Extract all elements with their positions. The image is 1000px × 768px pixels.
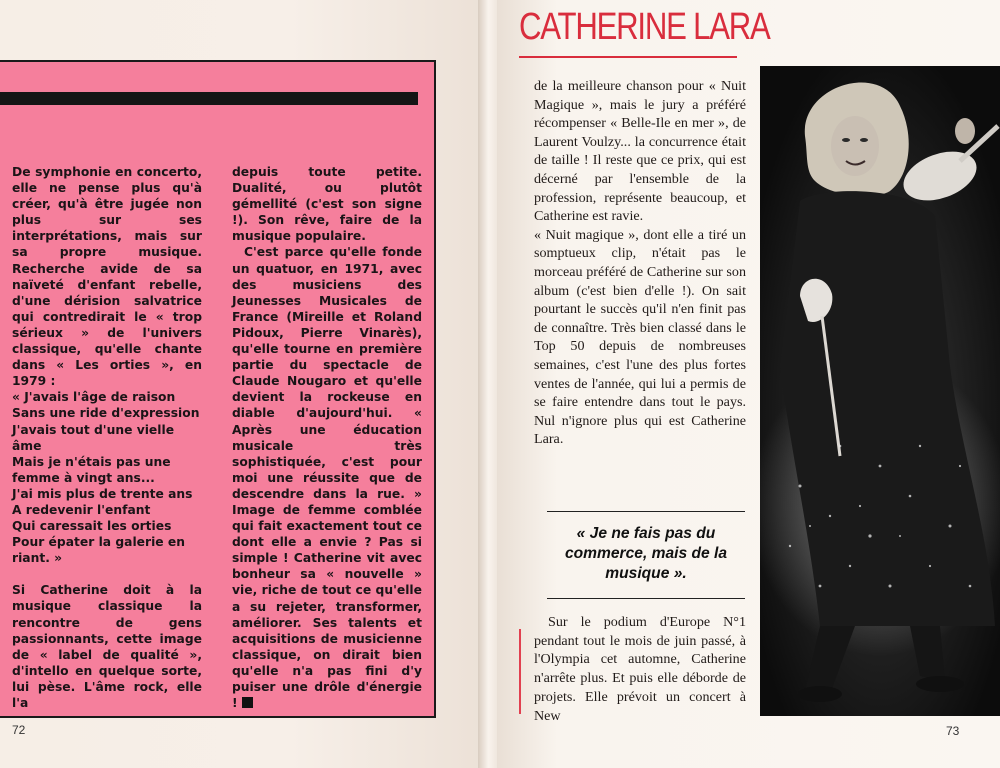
right-column xyxy=(534,77,746,449)
poem-line: Pour épater la galerie en riant. » xyxy=(12,535,186,566)
article-paragraph: « Nuit magique », dont elle a tiré un somptueux clip, n'était pas le morceau préféré de Catherine sur son album (c'est bien d'elle !). On sait pourtant le succès qu'il n'en finit pas de connaître. Très bien classé dans le Top 50 depuis de nombreuses semaines, c'est l'une des plus fortes ventes de l'année, qui lui a permis de se faire entendre dans tout le pays. Nul n'ignore plus qui est Catherine Lara. xyxy=(534,226,746,448)
article-paragraph: Sur le podium d'Europe N°1 pendant tout le mois de juin passé, à l'Olympia cet automne, Catherine n'arrête plus. Et puis elle déborde de projets. Elle prévoit un concert à New xyxy=(534,614,746,724)
quote-rule-bottom xyxy=(547,598,745,599)
end-mark-icon xyxy=(242,697,253,708)
page-number-left: 72 xyxy=(12,723,26,737)
poem-lyrics xyxy=(12,389,202,566)
article-paragraph: De symphonie en concerto, elle ne pense plus qu'à créer, qu'à être jugée non plus sur ses interprétations, mais sur sa propre musique. Recherche avide de sa naïveté d'enfant rebelle, d'une dérision salvatrice qui contredirait le « trop sérieux » de l'univers classique, qu'elle chante dans « Les orties », en 1979 : xyxy=(12,165,202,389)
poem-line: « J'avais l'âge de raison xyxy=(12,390,176,405)
article-title: CATHERINE LARA xyxy=(519,6,770,48)
margin-red-line xyxy=(519,629,521,714)
poem-line: J'avais tout d'une vielle âme xyxy=(12,422,175,453)
poem-line: A redevenir l'enfant xyxy=(12,502,151,517)
article-paragraph: de la meilleure chanson pour « Nuit Magique », mais le jury a préféré récompenser « Belle-Ile en mer », de Laurent Voulzy... la concurrence était de taille ! Il reste que ce prix, qui est décerné par l'ensemble de la profession, représente beaucoup, et Catherine est ravie. xyxy=(534,78,746,225)
violinist-illustration xyxy=(760,66,1000,716)
photo-violinist xyxy=(760,66,1000,716)
article-paragraph xyxy=(232,244,422,711)
left-page xyxy=(0,0,485,768)
poem-line: Qui caressait les orties xyxy=(12,519,172,534)
article-paragraph: depuis toute petite. Dualité, ou plutôt gémellité (c'est son signe !). Son rêve, faire de la musique populaire. xyxy=(232,165,422,244)
left-column-1 xyxy=(12,164,202,711)
quote-rule-top xyxy=(547,511,745,512)
title-rule xyxy=(519,56,737,58)
poem-line: Mais je n'étais pas une femme à vingt ans... xyxy=(12,454,171,485)
pull-quote: « Je ne fais pas du commerce, mais de la musique ». xyxy=(564,525,728,582)
left-column-2 xyxy=(232,164,422,711)
article-text: C'est parce qu'elle fonde un quatuor, en 1971, avec des musiciens des Jeunesses Musicales de France (Mireille et Roland Pidoux, Pierre Vinarès), qu'elle tourne en première partie du spectacle de Claude Nougaro et qu'elle devient la rockeuse en diable d'aujourd'hui. « Après une éducation musicale très sophistiquée, c'est pour moi une réussite que de descendre dans la rue. » Image de femme comblée qui fait exactement tout ce dont elle a envie ? Pas si simple ! Catherine vit avec bonheur sa « nouvelle » vie, riche de tout ce qu'elle a su rejeter, transformer, améliorer. Ses talents et acquisitions de musicienne classique, on dirait bien qu'elle n'a pas fini d'y puiser une drôle d'énergie ! xyxy=(232,245,422,711)
article-paragraph: Si Catherine doit à la musique classique la rencontre de gens passionnants, cette image de « label de qualité », d'intello en quelque sorte, lui pèse. L'âme rock, elle l'a xyxy=(12,583,202,710)
poem-line: Sans une ride d'expression xyxy=(12,406,200,421)
right-page xyxy=(497,0,1000,768)
page-number-right: 73 xyxy=(946,724,960,738)
header-bar xyxy=(0,92,418,105)
poem-line: J'ai mis plus de trente ans xyxy=(12,486,193,501)
